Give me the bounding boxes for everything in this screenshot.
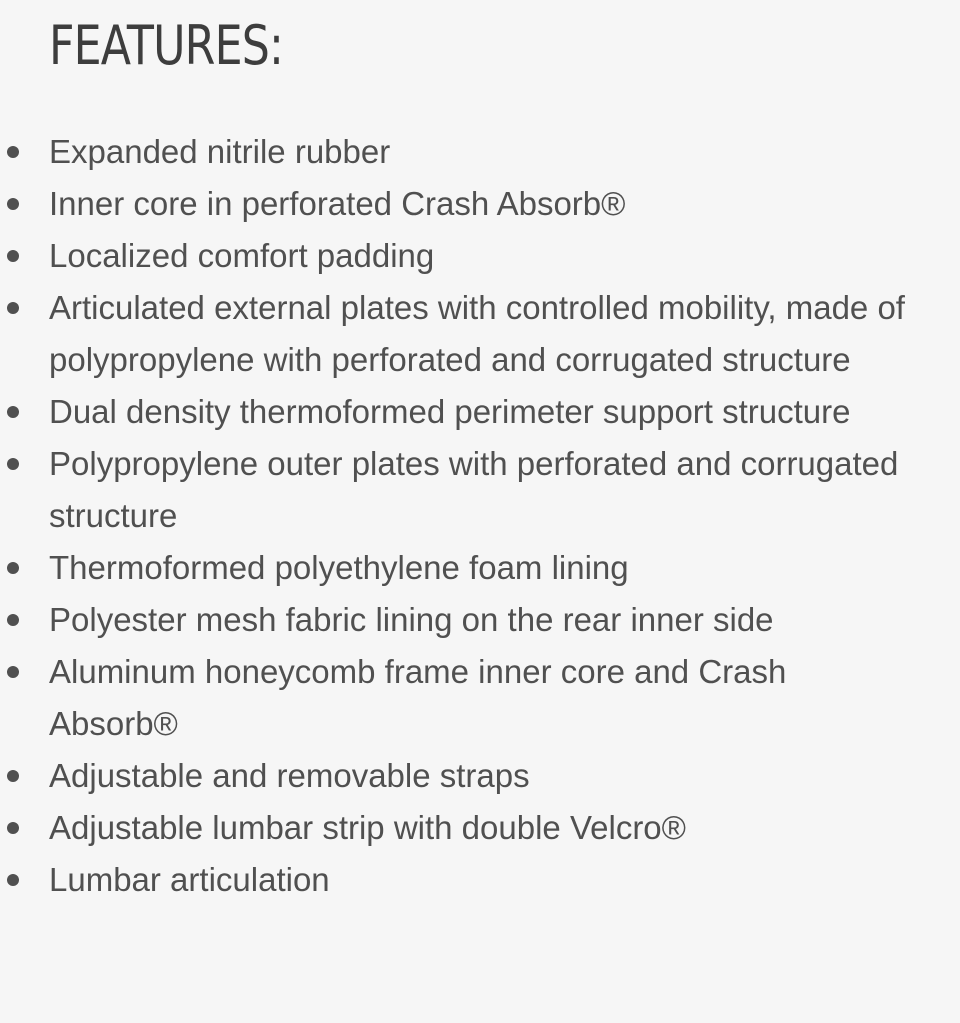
feature-text: Thermoformed polyethylene foam lining xyxy=(49,549,629,586)
feature-item xyxy=(0,230,960,282)
feature-item xyxy=(0,802,960,854)
feature-text: Inner core in perforated Crash Absorb® xyxy=(49,185,626,222)
feature-text: Articulated external plates with controlled mobility, made of polypropylene with perforated and corrugated structure xyxy=(49,289,905,378)
feature-text: Expanded nitrile rubber xyxy=(49,133,391,170)
feature-item xyxy=(0,126,960,178)
bullet-icon xyxy=(7,302,19,314)
bullet-icon xyxy=(7,406,19,418)
feature-item xyxy=(0,646,960,750)
feature-item xyxy=(0,282,960,386)
feature-text: Adjustable lumbar strip with double Velcro® xyxy=(49,809,686,846)
feature-item xyxy=(0,438,960,542)
bullet-icon xyxy=(7,198,19,210)
bullet-icon xyxy=(7,666,19,678)
feature-text: Aluminum honeycomb frame inner core and Crash Absorb® xyxy=(49,653,787,742)
bullet-icon xyxy=(7,458,19,470)
bullet-icon xyxy=(7,562,19,574)
feature-item xyxy=(0,854,960,906)
feature-text: Dual density thermoformed perimeter support structure xyxy=(49,393,851,430)
feature-list xyxy=(0,126,960,906)
feature-item xyxy=(0,594,960,646)
bullet-icon xyxy=(7,822,19,834)
feature-item xyxy=(0,178,960,230)
features-heading: FEATURES: xyxy=(49,14,284,77)
feature-text: Adjustable and removable straps xyxy=(49,757,530,794)
bullet-icon xyxy=(7,146,19,158)
feature-text: Localized comfort padding xyxy=(49,237,435,274)
feature-text: Polypropylene outer plates with perforated and corrugated structure xyxy=(49,445,899,534)
feature-item xyxy=(0,750,960,802)
bullet-icon xyxy=(7,770,19,782)
feature-item xyxy=(0,542,960,594)
bullet-icon xyxy=(7,250,19,262)
feature-text: Polyester mesh fabric lining on the rear inner side xyxy=(49,601,774,638)
bullet-icon xyxy=(7,874,19,886)
feature-text: Lumbar articulation xyxy=(49,861,330,898)
bullet-icon xyxy=(7,614,19,626)
feature-item xyxy=(0,386,960,438)
